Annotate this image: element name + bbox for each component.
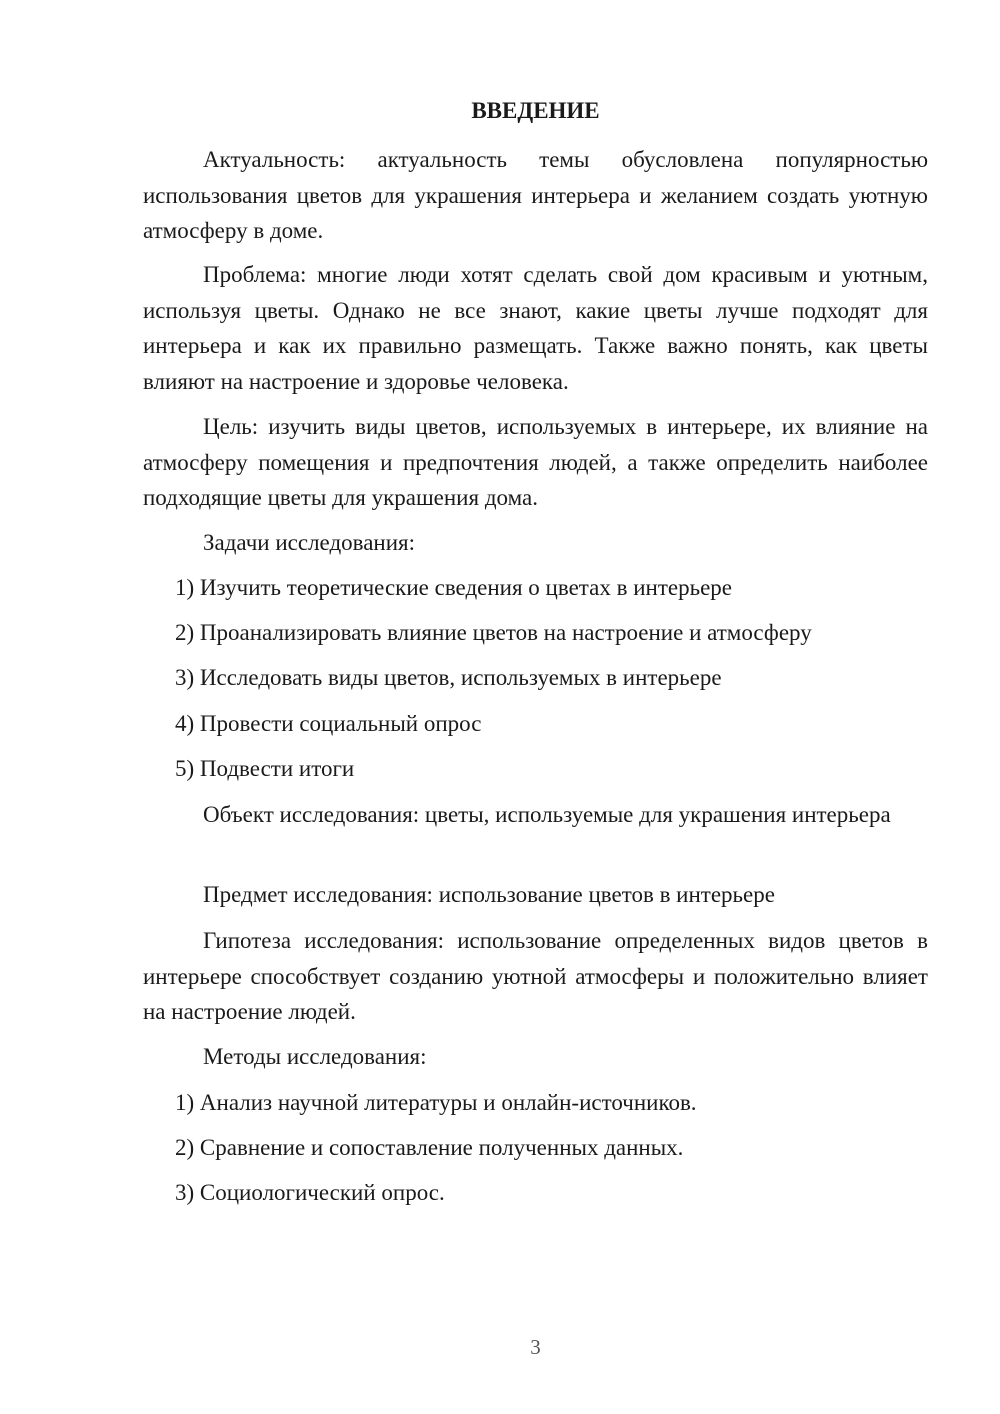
method-item-3: 3) Социологический опрос. bbox=[175, 1180, 445, 1205]
task-item-3: 3) Исследовать виды цветов, используемых в интерьере bbox=[175, 665, 722, 690]
method-item-1: 1) Анализ научной литературы и онлайн-источников. bbox=[175, 1090, 697, 1115]
task-item-1: 1) Изучить теоретические сведения о цветах в интерьере bbox=[175, 575, 732, 600]
relevance-paragraph: Актуальность: актуальность темы обусловлена популярностью использования цветов для украшения интерьера и желанием создать уютную атмосферу в доме. bbox=[143, 147, 928, 243]
task-item-4: 4) Провести социальный опрос bbox=[175, 711, 482, 736]
page-number: 3 bbox=[530, 1335, 541, 1359]
subject-paragraph: Предмет исследования: использование цветов в интерьере bbox=[203, 882, 775, 907]
methods-heading: Методы исследования: bbox=[203, 1044, 427, 1069]
task-item-5: 5) Подвести итоги bbox=[175, 756, 355, 781]
document-page bbox=[143, 0, 928, 1414]
hypothesis-paragraph: Гипотеза исследования: использование определенных видов цветов в интерьере способствует созданию уютной атмосферы и положительно влияет на настроение людей. bbox=[143, 928, 928, 1024]
method-item-2: 2) Сравнение и сопоставление полученных данных. bbox=[175, 1135, 684, 1160]
tasks-heading: Задачи исследования: bbox=[203, 530, 416, 555]
problem-paragraph: Проблема: многие люди хотят сделать свой дом красивым и уютным, используя цветы. Однако не все знают, какие цветы лучше подходят для интерьера и как их правильно размещать. Также важно понять, как цветы влияют на настроение и здоровье человека. bbox=[143, 262, 928, 394]
task-item-2: 2) Проанализировать влияние цветов на настроение и атмосферу bbox=[175, 620, 812, 645]
goal-paragraph: Цель: изучить виды цветов, используемых в интерьере, их влияние на атмосферу помещения и предпочтения людей, а также определить наиболее подходящие цветы для украшения дома. bbox=[143, 414, 928, 510]
page-title: ВВЕДЕНИЕ bbox=[471, 98, 600, 123]
object-paragraph: Объект исследования: цветы, используемые для украшения интерьера bbox=[203, 802, 891, 827]
